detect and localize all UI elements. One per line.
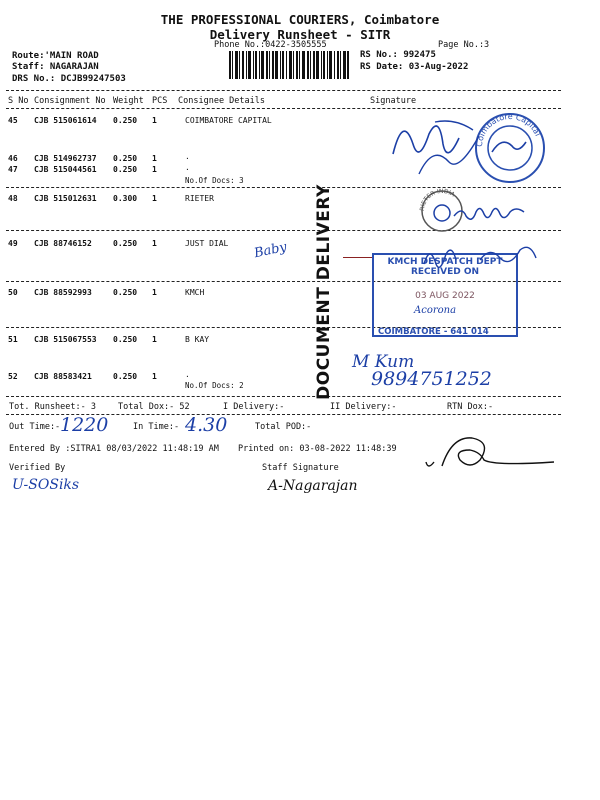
receiver-phone: 9894751252 — [371, 368, 492, 390]
total-runsheet: Tot. Runsheet:- 3 — [9, 402, 96, 412]
row-weight: 0.250 — [113, 288, 138, 297]
manager-signature — [420, 428, 560, 478]
divider — [6, 90, 561, 91]
row-pcs: 1 — [152, 154, 157, 163]
row-consignee: . — [185, 370, 190, 379]
handwritten-note: Baby — [252, 239, 289, 262]
row-sno: 46 — [8, 154, 18, 163]
col-consignee: Consignee Details — [178, 96, 265, 106]
rs-number: RS No.: 992475 — [360, 50, 436, 60]
row-weight: 0.250 — [113, 116, 138, 125]
verifier-signature: U-SOSiks — [12, 477, 80, 493]
row-consignee: B KAY — [185, 335, 210, 344]
verified-by-label: Verified By — [9, 463, 66, 473]
row-pcs: 1 — [152, 372, 157, 381]
row-pcs: 1 — [152, 335, 157, 344]
row-sno: 48 — [8, 194, 18, 203]
row-pcs: 1 — [152, 288, 157, 297]
receiver-name: M Kum — [352, 352, 415, 372]
row-weight: 0.250 — [113, 372, 138, 381]
company-title: THE PROFESSIONAL COURIERS, Coimbatore — [160, 12, 440, 27]
svg-text:RIETER INDIA: RIETER INDIA — [418, 188, 456, 212]
signature-row45 — [383, 114, 493, 184]
row-sno: 49 — [8, 239, 18, 248]
row-consignment: CJB 515061614 — [34, 116, 97, 125]
staff-signature: A-Nagarajan — [268, 478, 358, 494]
drs-number: DRS No.: DCJB99247503 — [12, 74, 126, 84]
ii-delivery: II Delivery:- — [330, 402, 397, 412]
row-sno: 51 — [8, 335, 18, 344]
row-consignment: CJB 515044561 — [34, 165, 97, 174]
red-mark — [343, 257, 373, 258]
document-delivery-stamp: DOCUMENT DELIVERY — [314, 184, 334, 400]
total-pod: Total POD:- — [255, 422, 312, 432]
i-delivery: I Delivery:- — [223, 402, 285, 412]
col-weight: Weight — [113, 96, 144, 106]
row-pcs: 1 — [152, 165, 157, 174]
out-time-value: 1220 — [60, 414, 109, 436]
row-consignee: RIETER — [185, 194, 214, 203]
col-signature: Signature — [370, 96, 417, 106]
row-sno: 52 — [8, 372, 18, 381]
row-consignee: JUST DIAL — [185, 239, 229, 248]
rs-date: RS Date: 03-Aug-2022 — [360, 62, 469, 72]
row-consignee: . — [185, 152, 190, 161]
col-sno: S No — [8, 96, 29, 106]
row-consignment: CJB 515012631 — [34, 194, 97, 203]
row-sno: 50 — [8, 288, 18, 297]
row-pcs: 1 — [152, 239, 157, 248]
row-consignee: COIMBATORE CAPITAL — [185, 116, 272, 125]
row-weight: 0.250 — [113, 239, 138, 248]
rtn-dox: RTN Dox:- — [447, 402, 494, 412]
kmch-received-stamp: KMCH DESPATCH DEPT RECEIVED ON 03 AUG 2022 Acorona COIMBATORE - 641 014 — [372, 253, 518, 337]
row-weight: 0.250 — [113, 335, 138, 344]
col-pcs: PCS — [152, 96, 168, 106]
staff-signature-label: Staff Signature — [262, 463, 339, 473]
row-consignment: CJB 514962737 — [34, 154, 97, 163]
row-weight: 0.300 — [113, 194, 138, 203]
row-sno: 45 — [8, 116, 18, 125]
in-time-label: In Time:- — [133, 422, 180, 432]
signature-row48 — [450, 198, 540, 228]
col-consignment: Consignment No — [34, 96, 106, 106]
docs-count: No.Of Docs: 3 — [185, 176, 244, 185]
signature-row49 — [420, 240, 560, 276]
phone-number: Phone No.:0422-3505555 — [214, 40, 327, 50]
divider — [6, 230, 561, 231]
svg-text:Coimbatore Capital: Coimbatore Capital — [474, 111, 543, 148]
row-consignment: CJB 88746152 — [34, 239, 92, 248]
row-pcs: 1 — [152, 194, 157, 203]
printed-on: Printed on: 03-08-2022 11:48:39 — [238, 444, 397, 454]
row-sno: 47 — [8, 165, 18, 174]
row-pcs: 1 — [152, 116, 157, 125]
total-dox: Total Dox:- 52 — [118, 402, 190, 412]
route: Route:'MAIN ROAD — [12, 51, 99, 61]
row-weight: 0.250 — [113, 154, 138, 163]
row-consignee: . — [185, 163, 190, 172]
sheet-title: Delivery Runsheet - SITR — [209, 27, 391, 42]
barcode-icon — [229, 51, 351, 79]
row-consignee: KMCH — [185, 288, 205, 297]
docs-count: No.Of Docs: 2 — [185, 381, 244, 390]
divider — [6, 396, 561, 397]
row-weight: 0.250 — [113, 165, 138, 174]
row-consignment: CJB 88583421 — [34, 372, 92, 381]
entered-by: Entered By :SITRA1 08/03/2022 11:48:19 AM — [9, 444, 219, 454]
out-time-label: Out Time:- — [9, 422, 61, 432]
row-consignment: CJB 515067553 — [34, 335, 97, 344]
page-number: Page No.:3 — [438, 40, 490, 50]
staff-name: Staff: NAGARAJAN — [12, 62, 99, 72]
row-consignment: CJB 88592993 — [34, 288, 92, 297]
in-time-value: 4.30 — [185, 414, 228, 436]
